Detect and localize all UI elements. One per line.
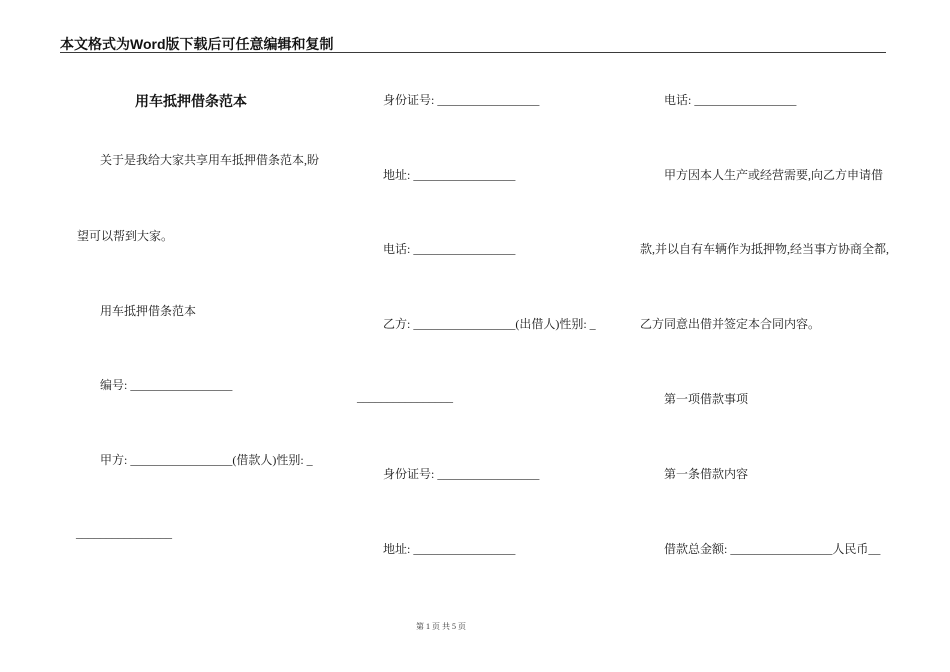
header-divider xyxy=(60,52,886,53)
intro-text-line: 望可以帮到大家。 xyxy=(77,229,174,243)
party-a-address-field: 地址: _________________ xyxy=(383,168,516,182)
loan-purpose-line: 乙方同意出借并签定本合同内容。 xyxy=(640,317,821,331)
party-a-name-gender-field: 甲方: _________________(借款人)性别: _ xyxy=(100,453,313,467)
document-title: 用车抵押借条范本 xyxy=(135,93,247,109)
party-b-name-gender-field: 乙方: _________________(出借人)性别: _ xyxy=(383,317,596,331)
intro-text-line: 关于是我给大家共享用车抵押借条范本,盼 xyxy=(100,153,320,167)
party-a-gender-blank-continued: ________________ xyxy=(76,526,172,540)
header-notice: 本文格式为Word版下载后可任意编辑和复制 xyxy=(60,36,334,52)
loan-purpose-line: 款,并以自有车辆作为抵押物,经当事方协商全都, xyxy=(640,242,890,256)
party-b-id-number-field: 身份证号: _________________ xyxy=(383,467,540,481)
party-a-phone-field: 电话: _________________ xyxy=(383,242,516,256)
party-b-gender-blank-continued: ________________ xyxy=(357,390,453,404)
party-b-address-field: 地址: _________________ xyxy=(383,542,516,556)
article-heading: 第一条借款内容 xyxy=(664,467,749,481)
loan-purpose-line: 甲方因本人生产或经营需要,向乙方申请借 xyxy=(664,168,884,182)
subtitle: 用车抵押借条范本 xyxy=(100,304,197,318)
party-a-id-number-field: 身份证号: _________________ xyxy=(383,93,540,107)
party-b-phone-field: 电话: _________________ xyxy=(664,93,797,107)
loan-amount-field: 借款总金额: _________________人民币__ xyxy=(664,542,881,556)
serial-number-field: 编号: _________________ xyxy=(100,378,233,392)
page-indicator: 第 1 页 共 5 页 xyxy=(416,622,466,631)
section-heading: 第一项借款事项 xyxy=(664,392,749,406)
